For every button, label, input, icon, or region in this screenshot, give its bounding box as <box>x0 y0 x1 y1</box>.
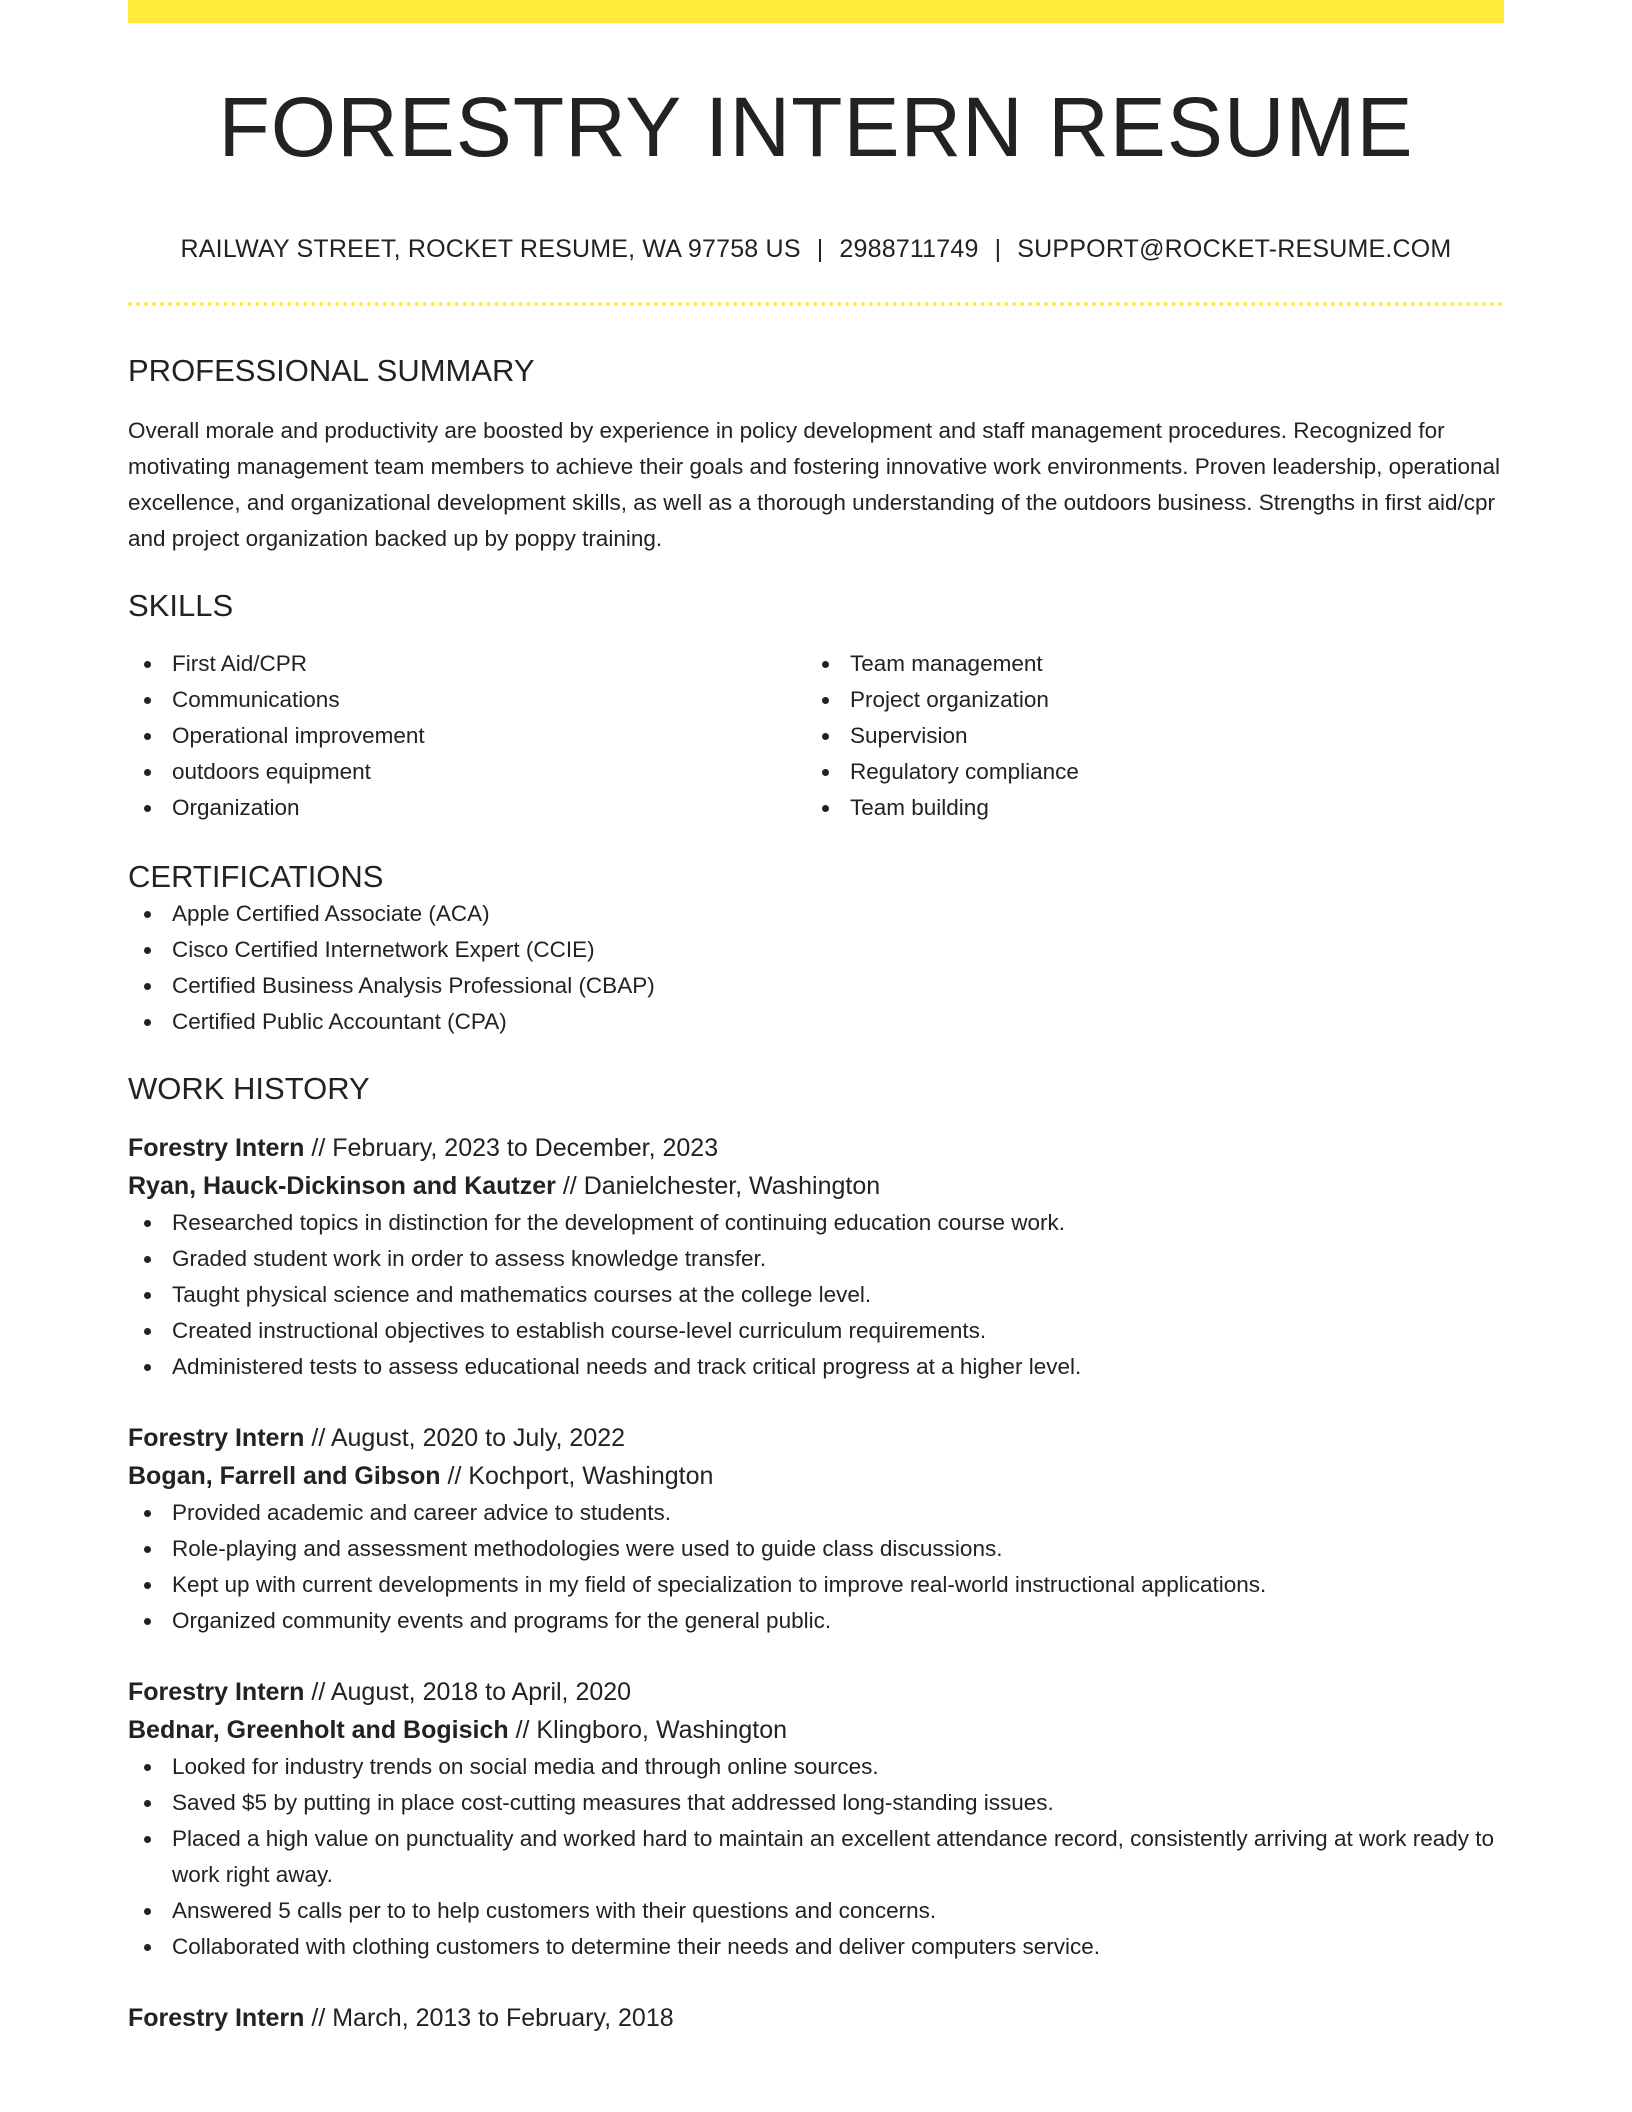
certifications-section <box>128 858 1504 1039</box>
work-history-section <box>128 1070 1504 2037</box>
contact-separator: | <box>994 235 1002 263</box>
skills-section <box>128 587 1504 826</box>
job-bullets <box>128 1205 1504 1385</box>
certifications-heading: CERTIFICATIONS <box>128 859 384 895</box>
job-title-line <box>128 1999 1504 2037</box>
skills-column-right <box>806 646 1484 826</box>
summary-heading: PROFESSIONAL SUMMARY <box>128 353 535 388</box>
job-company: Ryan, Hauck-Dickinson and Kautzer <box>128 1171 556 1200</box>
skill-item: Regulatory compliance <box>806 754 1484 790</box>
job-bullet: Collaborated with clothing customers to determine their needs and deliver computers service. <box>128 1929 1504 1965</box>
certification-item: Cisco Certified Internetwork Expert (CCIE) <box>128 932 1504 968</box>
resume-title: FORESTRY INTERN RESUME <box>218 80 1414 174</box>
certification-item: Certified Business Analysis Professional (CBAP) <box>128 968 1504 1004</box>
skills-heading: SKILLS <box>128 588 234 624</box>
skill-item: Organization <box>128 790 806 826</box>
job-company: Bednar, Greenholt and Bogisich <box>128 1715 509 1744</box>
job-bullet: Administered tests to assess educational needs and track critical progress at a higher level. <box>128 1349 1504 1385</box>
accent-top-bar <box>128 0 1504 23</box>
job-dates: August, 2018 to April, 2020 <box>330 1677 632 1706</box>
job-dates: March, 2013 to February, 2018 <box>332 2003 674 2032</box>
job-divider: // <box>304 2003 333 2032</box>
skill-item: Communications <box>128 682 806 718</box>
job-title: Forestry Intern <box>128 1133 305 1162</box>
skills-list-right <box>806 646 1484 826</box>
certifications-list <box>128 896 1504 1040</box>
job-company: Bogan, Farrell and Gibson <box>128 1461 441 1490</box>
job-location: Klingboro, Washington <box>536 1715 788 1744</box>
jobs-container <box>128 1129 1504 2037</box>
certification-item: Apple Certified Associate (ACA) <box>128 896 1504 932</box>
skill-item: Operational improvement <box>128 718 806 754</box>
skill-item: outdoors equipment <box>128 754 806 790</box>
job-bullet: Organized community events and programs for the general public. <box>128 1603 1504 1639</box>
work-history-heading: WORK HISTORY <box>128 1070 370 1106</box>
job-title-line <box>128 1673 1504 1711</box>
job-bullet: Role-playing and assessment methodologies were used to guide class discussions. <box>128 1531 1504 1567</box>
job-bullet: Kept up with current developments in my field of specialization to improve real-world instructional applications. <box>128 1567 1504 1603</box>
job-bullets <box>128 1749 1504 1965</box>
skill-item: First Aid/CPR <box>128 646 806 682</box>
job-entry <box>128 1419 1504 1639</box>
contact-email: SUPPORT@ROCKET-RESUME.COM <box>1017 235 1452 263</box>
job-title-line <box>128 1129 1504 1167</box>
job-bullet: Researched topics in distinction for the development of continuing education course work. <box>128 1205 1504 1241</box>
job-title: Forestry Intern <box>128 1423 305 1452</box>
skills-list-left <box>128 646 806 826</box>
job-entry <box>128 1673 1504 1965</box>
job-location: Danielchester, Washington <box>583 1171 881 1200</box>
job-bullet: Placed a high value on punctuality and worked hard to maintain an excellent attendance record, consistently arriving at work ready to work right away. <box>128 1821 1504 1893</box>
summary-text: Overall morale and productivity are boosted by experience in policy development and staff management procedures. Recognized for motivating management team members to achieve their goals and fostering innovative work environments. Proven leadership, operational excellence, and organizational development skills, as well as a thorough understanding of the outdoors business. Strengths in first aid/cpr and project organization backed up by poppy training. <box>128 418 1500 552</box>
job-entry <box>128 1999 1504 2037</box>
summary-section <box>128 352 1504 557</box>
dotted-divider <box>128 302 1504 306</box>
job-bullet: Graded student work in order to assess knowledge transfer. <box>128 1241 1504 1277</box>
job-company-line <box>128 1711 1504 1749</box>
contact-phone: 2988711749 <box>839 235 979 263</box>
job-location: Kochport, Washington <box>468 1461 714 1490</box>
job-bullet: Saved $5 by putting in place cost-cutting measures that addressed long-standing issues. <box>128 1785 1504 1821</box>
contact-address: RAILWAY STREET, ROCKET RESUME, WA 97758 US <box>180 235 801 263</box>
job-bullet: Taught physical science and mathematics courses at the college level. <box>128 1277 1504 1313</box>
job-divider: // <box>508 1715 537 1744</box>
job-title-line <box>128 1419 1504 1457</box>
skill-item: Team management <box>806 646 1484 682</box>
skill-item: Team building <box>806 790 1484 826</box>
job-divider: // <box>304 1133 333 1162</box>
job-title: Forestry Intern <box>128 1677 305 1706</box>
job-bullet: Looked for industry trends on social media and through online sources. <box>128 1749 1504 1785</box>
job-divider: // <box>555 1171 584 1200</box>
job-divider: // <box>440 1461 469 1490</box>
job-bullet: Created instructional objectives to establish course-level curriculum requirements. <box>128 1313 1504 1349</box>
skill-item: Project organization <box>806 682 1484 718</box>
skills-column-left <box>128 646 806 826</box>
skills-grid <box>128 646 1504 826</box>
job-divider: // <box>304 1677 331 1706</box>
job-bullets <box>128 1495 1504 1639</box>
job-company-line <box>128 1167 1504 1205</box>
job-bullet: Answered 5 calls per to to help customers with their questions and concerns. <box>128 1893 1504 1929</box>
job-bullet: Provided academic and career advice to students. <box>128 1495 1504 1531</box>
certification-item: Certified Public Accountant (CPA) <box>128 1004 1504 1040</box>
contact-separator: | <box>816 235 824 263</box>
job-dates: February, 2023 to December, 2023 <box>332 1133 719 1162</box>
job-dates: August, 2020 to July, 2022 <box>330 1423 626 1452</box>
resume-page <box>128 0 1504 2037</box>
job-company-line <box>128 1457 1504 1495</box>
job-title: Forestry Intern <box>128 2003 305 2032</box>
job-entry <box>128 1129 1504 1385</box>
contact-line <box>128 235 1504 264</box>
skill-item: Supervision <box>806 718 1484 754</box>
job-divider: // <box>304 1423 331 1452</box>
